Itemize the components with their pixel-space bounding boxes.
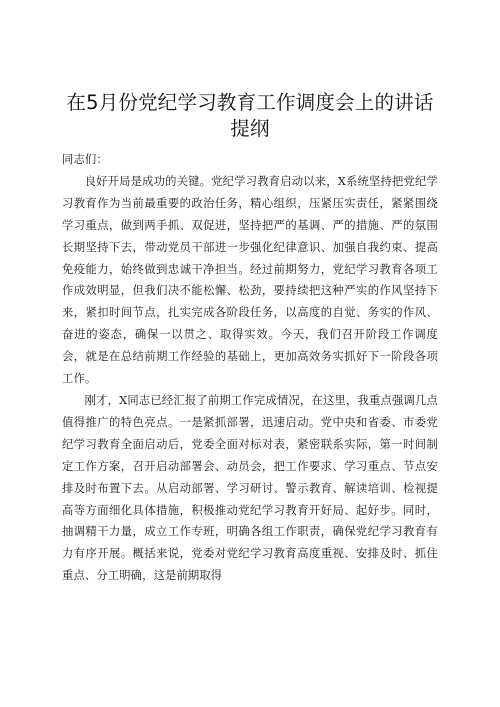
salutation: 同志们： (62, 153, 108, 166)
paragraph-2: 刚才，X同志已经汇报了前期工作完成情况，在这里，我重点强调几点值得推广的特色亮点。一是紧抓部署，迅速启动。党中央和省委、市委党纪学习教育全面启动后，党委全面对标对表，紧密联系实际，第一时间制定工作方案，召开启动部署会、动员会，把工作要求、学习重点、节点安排及时布置下去。从启动部署、学习研讨、警示教育、解读培训、检视提高等方面细化具体措施，积极推动党纪学习教育开好局、起好步。同时，抽调精干力量，成立工作专班，明确各组工作职责，确保党纪学习教育有力有序开展。概括来说，党委对党纪学习教育高度重视、安排及时、抓住重点、分工明确，这是前期取得 (62, 393, 438, 583)
document-title: 在5月份党纪学习教育工作调度会上的讲话提纲 (66, 91, 434, 140)
document-body (62, 149, 438, 587)
paragraph-1: 良好开局是成功的关键。党纪学习教育启动以来，X系统坚持把党纪学习教育作为当前最重要的政治任务，精心组织，压紧压实责任，紧紧围绕学习重点，做到两手抓、双促进，坚持把严的基调、严的措施、严的氛围长期坚持下去，带动党员干部进一步强化纪律意识、加强自我约束、提高免疫能力，始终做到忠诚干净担当。经过前期努力，党纪学习教育各项工作成效明显，但我们决不能松懈、松劲，要持续把这种严实的作风坚持下来，紧扣时间节点，扎实完成各阶段任务，以高度的自觉、务实的作风、奋进的姿态，确保一以贯之、取得实效。今天，我们召开阶段工作调度会，就是在总结前期工作经验的基础上，更加高效务实抓好下一阶段各项工作。 (62, 174, 438, 386)
